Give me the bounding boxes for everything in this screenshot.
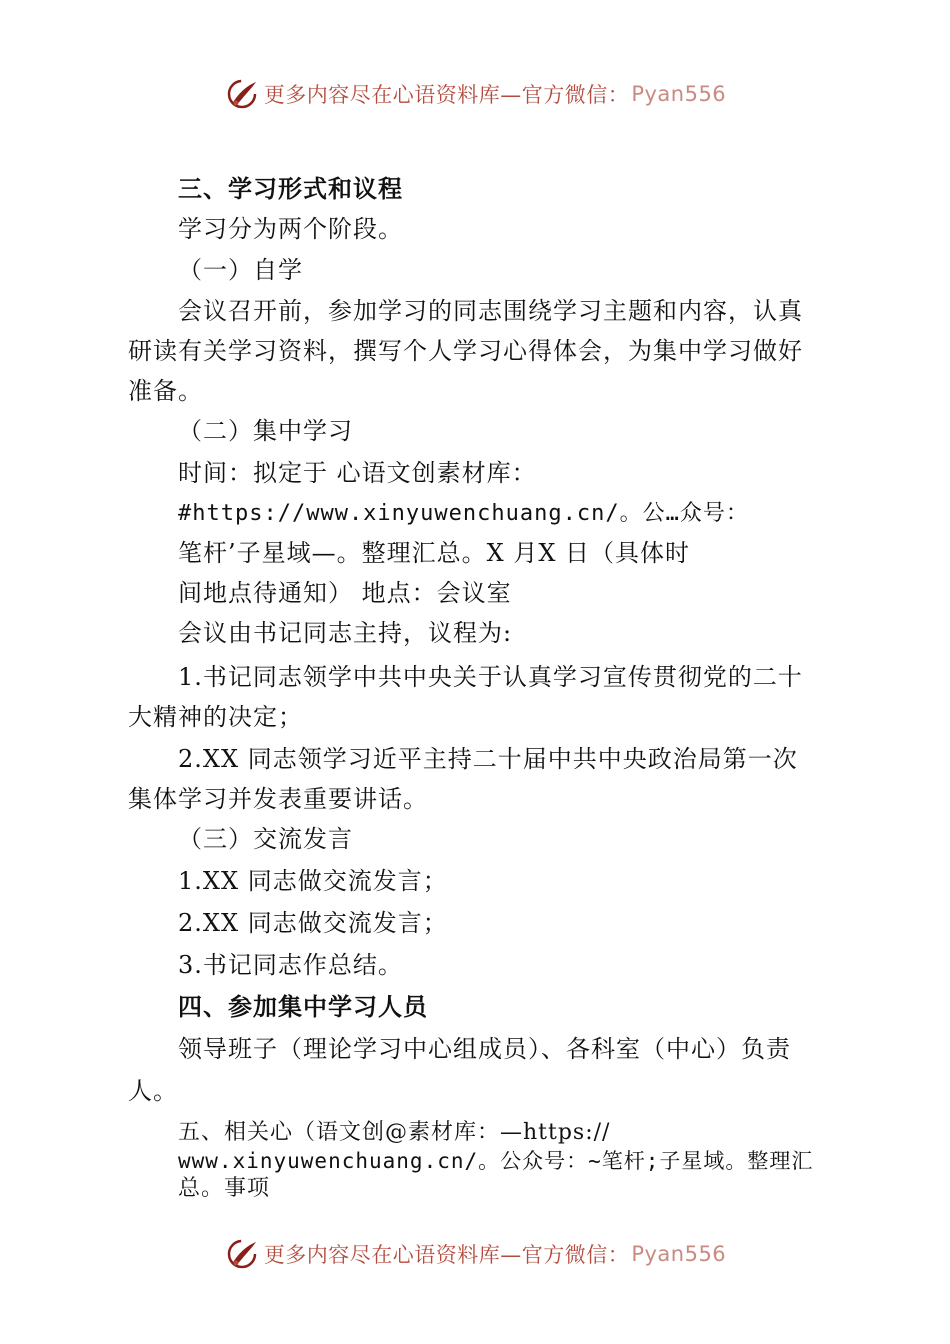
section-heading-3: 三、学习形式和议程 [178, 175, 403, 203]
list-item: 2.XX 同志做交流发言； [178, 909, 448, 937]
watermark-text: 更多内容尽在心语资料库—官方微信： [263, 83, 630, 107]
paragraph: 会议召开前，参加学习的同志围绕学习主题和内容，认真 [178, 297, 803, 325]
watermark-text: 更多内容尽在心语资料库—官方微信： [263, 1243, 630, 1267]
brush-logo-icon [224, 76, 260, 112]
paragraph-url: #https://www.xinyuwenchuang.cn/。公…众号： [178, 501, 749, 526]
paragraph: 准备。 [128, 377, 203, 405]
header-watermark-banner [0, 74, 950, 114]
paragraph: 领导班子（理论学习中心组成员）、各科室（中心）负责 [178, 1035, 791, 1063]
paragraph: 五、相关心（语文创@素材库：—https:// [178, 1120, 611, 1145]
section-heading-4: 四、参加集中学习人员 [178, 993, 428, 1021]
paragraph: 会议由书记同志主持，议程为: [178, 619, 513, 647]
brush-logo-icon [224, 1236, 260, 1272]
paragraph: 研读有关学习资料，撰写个人学习心得体会，为集中学习做好 [128, 337, 803, 365]
watermark-wechat-id: Pyan556 [631, 1242, 727, 1266]
list-item: 集体学习并发表重要讲话。 [128, 785, 428, 813]
footer-watermark-banner [0, 1234, 950, 1274]
paragraph: 学习分为两个阶段。 [178, 215, 403, 243]
paragraph: 笔杆’子星域—。整理汇总。X 月X 日（具体时 [178, 539, 691, 567]
paragraph: 时间：拟定于 心语文创素材库： [178, 459, 537, 487]
list-item: 3.书记同志作总结。 [178, 951, 403, 979]
subsection-heading: （二）集中学习 [178, 417, 353, 445]
list-item: 2.XX 同志领学习近平主持二十届中共中央政治局第一次 [178, 745, 798, 773]
paragraph: 间地点待通知） 地点：会议室 [178, 579, 512, 607]
subsection-heading: （一）自学 [178, 256, 303, 284]
list-item: 大精神的决定； [128, 703, 303, 731]
paragraph: 人。 [128, 1077, 178, 1105]
subsection-heading: （三）交流发言 [178, 825, 353, 853]
list-item: 1.XX 同志做交流发言； [178, 867, 448, 895]
list-item: 1.书记同志领学中共中央关于认真学习宣传贯彻党的二十 [178, 663, 803, 691]
watermark-wechat-id: Pyan556 [631, 82, 727, 106]
paragraph-url: www.xinyuwenchuang.cn/。公众号：~笔杆;子星域。整理汇 [178, 1149, 814, 1173]
paragraph: 总。事项 [178, 1176, 271, 1201]
